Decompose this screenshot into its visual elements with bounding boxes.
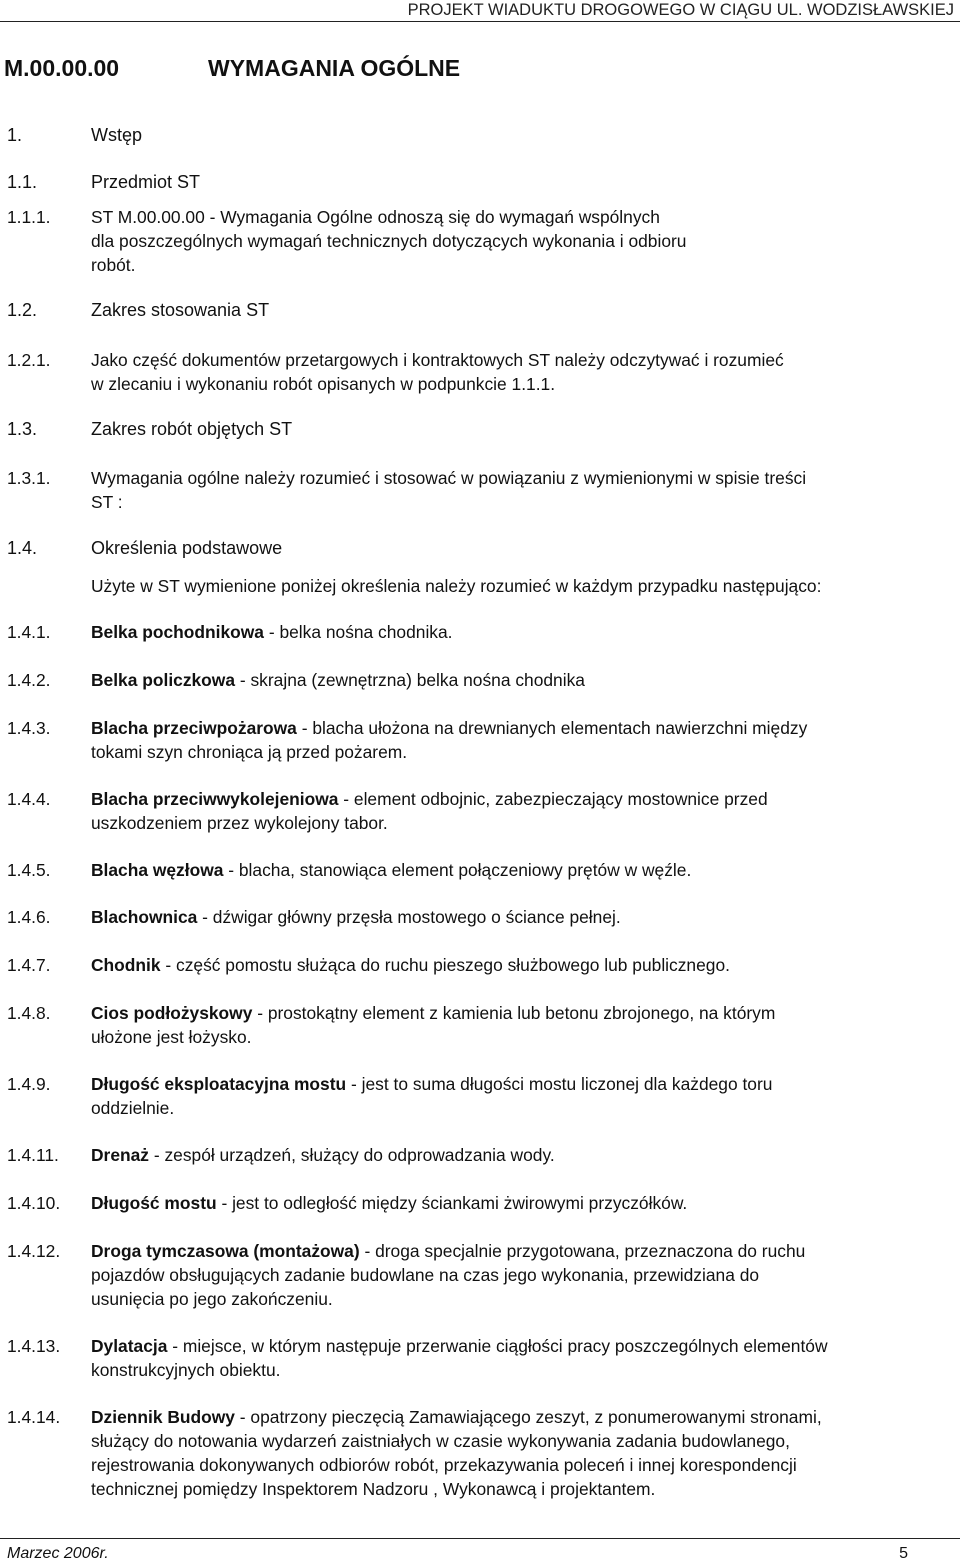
definition-item <box>7 1334 947 1382</box>
definition-line <box>91 858 946 882</box>
heading-1-3 <box>7 419 407 443</box>
definition-line <box>91 1191 946 1215</box>
definition-text: - jest to suma długości mostu liczonej dla każdego toru <box>346 1074 773 1094</box>
definition-line <box>91 1239 946 1263</box>
definition-term: Blacha przeciwwykolejeniowa <box>91 789 339 809</box>
header-title: PROJEKT WIADUKTU DROGOWEGO W CIĄGU UL. WODZISŁAWSKIEJ <box>407 1 954 19</box>
definition-text: - zespół urządzeń, służący do odprowadzania wody. <box>149 1145 555 1165</box>
heading-number: 1.4. <box>7 538 38 558</box>
paragraph-1-1-1 <box>7 205 947 277</box>
definition-text: - dźwigar główny przęsła mostowego o ściance pełnej. <box>197 907 621 927</box>
definition-number: 1.4.12. <box>7 1241 61 1261</box>
definition-term: Chodnik <box>91 955 161 975</box>
definition-term: Drenaż <box>91 1145 149 1165</box>
definition-text: - miejsce, w którym następuje przerwanie ciągłości pracy poszczególnych elementów <box>167 1336 828 1356</box>
definition-text: - droga specjalnie przygotowana, przeznaczona do ruchu <box>359 1241 806 1261</box>
definition-text: - część pomostu służąca do ruchu pieszego służbowego lub publicznego. <box>160 955 730 975</box>
definition-line <box>91 1334 946 1358</box>
definition-item <box>7 1072 947 1120</box>
definition-item <box>7 858 947 882</box>
definitions-intro <box>7 574 947 598</box>
definition-text: - opatrzony pieczęcią Zamawiającego zeszyt, z ponumerowanymi stronami, <box>234 1407 822 1427</box>
paragraph-number: 1.2.1. <box>7 350 51 370</box>
definition-term: Dylatacja <box>91 1336 168 1356</box>
page-number: 5 <box>899 1545 908 1562</box>
definition-line <box>91 905 946 929</box>
heading-number: 1.3. <box>7 419 38 439</box>
definition-text: - skrajna (zewnętrzna) belka nośna chodnika <box>235 670 585 690</box>
definition-number: 1.4.8. <box>7 1003 51 1023</box>
definition-number: 1.4.3. <box>7 718 51 738</box>
definition-term: Cios podłożyskowy <box>91 1003 253 1023</box>
paragraph-line: ST M.00.00.00 - Wymagania Ogólne odnoszą się do wymagań wspólnych <box>91 207 660 227</box>
definition-number: 1.4.7. <box>7 955 51 975</box>
definition-line <box>91 787 946 811</box>
definition-text: - jest to odległość między ściankami żwirowymi przyczółków. <box>216 1193 688 1213</box>
definition-item <box>7 1239 947 1311</box>
section-title <box>4 52 904 88</box>
footer-date: Marzec 2006r. <box>7 1545 109 1562</box>
definition-item <box>7 953 947 977</box>
definition-text: - element odbojnic, zabezpieczający mostownice przed <box>338 789 768 809</box>
definition-term: Blacha przeciwpożarowa <box>91 718 297 738</box>
heading-text: Zakres robót objętych ST <box>91 419 293 439</box>
definition-number: 1.4.6. <box>7 907 51 927</box>
definition-line: służący do notowania wydarzeń zaistniałych w czasie wykonywania zadania budowlanego, <box>91 1431 790 1451</box>
paragraph-1-3-1 <box>7 466 947 514</box>
page-footer <box>0 1538 960 1565</box>
heading-1-1 <box>7 172 407 196</box>
heading-text: Wstęp <box>91 125 143 145</box>
definition-text: - belka nośna chodnika. <box>263 622 453 642</box>
heading-text: Zakres stosowania ST <box>91 300 270 320</box>
definition-item <box>7 1143 947 1167</box>
heading-1 <box>7 125 407 149</box>
definition-line <box>91 716 946 740</box>
definition-line: technicznej pomiędzy Inspektorem Nadzoru , Wykonawcą i projektantem. <box>91 1479 656 1499</box>
definition-term: Długość mostu <box>91 1193 217 1213</box>
definition-line: usunięcia po jego zakończeniu. <box>91 1289 333 1309</box>
section-code: M.00.00.00 <box>4 55 120 81</box>
definition-term: Blacha węzłowa <box>91 860 224 880</box>
paragraph-line: robót. <box>91 255 136 275</box>
definition-line <box>91 1072 946 1096</box>
definition-line <box>91 953 946 977</box>
heading-number: 1. <box>7 125 23 145</box>
definition-item <box>7 716 947 764</box>
definition-term: Belka pochodnikowa <box>91 622 264 642</box>
definition-number: 1.4.13. <box>7 1336 61 1356</box>
definition-text: - blacha, stanowiąca element połączeniowy prętów w węźle. <box>223 860 692 880</box>
definition-term: Belka policzkowa <box>91 670 236 690</box>
definition-number: 1.4.1. <box>7 622 51 642</box>
definition-line: tokami szyn chroniąca ją przed pożarem. <box>91 742 408 762</box>
paragraph-line: w zlecaniu i wykonaniu robót opisanych w podpunkcie 1.1.1. <box>91 374 556 394</box>
definition-number: 1.4.9. <box>7 1074 51 1094</box>
definition-term: Blachownica <box>91 907 198 927</box>
definition-number: 1.4.5. <box>7 860 51 880</box>
definition-text: - prostokątny element z kamienia lub betonu zbrojonego, na którym <box>252 1003 776 1023</box>
paragraph-line: ST : <box>91 492 123 512</box>
definition-term: Droga tymczasowa (montażowa) <box>91 1241 360 1261</box>
definition-line <box>91 1001 946 1025</box>
definition-number: 1.4.11. <box>7 1145 59 1165</box>
definition-text: - blacha ułożona na drewnianych elementach nawierzchni między <box>296 718 808 738</box>
definition-number: 1.4.14. <box>7 1407 61 1427</box>
section-name: WYMAGANIA OGÓLNE <box>208 55 461 81</box>
definition-item <box>7 1405 947 1501</box>
heading-number: 1.1. <box>7 172 38 192</box>
footer-rule <box>0 1538 960 1539</box>
definition-item <box>7 1191 947 1215</box>
definition-line: pojazdów obsługujących zadanie budowlane na czas jego wykonania, przewidziana do <box>91 1265 760 1285</box>
definition-line: rejestrowania dokonywanych odbiorów robót, przekazywania poleceń i innej korespondencji <box>91 1455 797 1475</box>
heading-number: 1.2. <box>7 300 38 320</box>
definition-line: konstrukcyjnych obiektu. <box>91 1360 281 1380</box>
paragraph-line: Jako część dokumentów przetargowych i kontraktowych ST należy odczytywać i rozumieć <box>91 350 784 370</box>
page-header <box>0 0 960 22</box>
paragraph-line: Wymagania ogólne należy rozumieć i stosować w powiązaniu z wymienionymi w spisie treści <box>91 468 807 488</box>
definition-line: uszkodzeniem przez wykolejony tabor. <box>91 813 388 833</box>
header-rule <box>0 21 960 22</box>
heading-text: Określenia podstawowe <box>91 538 283 558</box>
paragraph-line: dla poszczególnych wymagań technicznych dotyczących wykonania i odbioru <box>91 231 687 251</box>
heading-1-2 <box>7 300 407 324</box>
definition-item <box>7 1001 947 1049</box>
definition-item <box>7 620 947 644</box>
definition-item <box>7 787 947 835</box>
definition-item <box>7 905 947 929</box>
definition-line <box>91 1143 946 1167</box>
definition-line <box>91 1405 946 1429</box>
definition-item <box>7 668 947 692</box>
definition-line <box>91 668 946 692</box>
paragraph-1-2-1 <box>7 348 947 396</box>
paragraph-number: 1.1.1. <box>7 207 51 227</box>
definition-number: 1.4.2. <box>7 670 51 690</box>
definition-line: oddzielnie. <box>91 1098 175 1118</box>
heading-text: Przedmiot ST <box>91 172 201 192</box>
paragraph-number: 1.3.1. <box>7 468 51 488</box>
heading-1-4 <box>7 538 407 562</box>
definition-term: Dziennik Budowy <box>91 1407 235 1427</box>
definition-line <box>91 620 946 644</box>
definition-number: 1.4.10. <box>7 1193 61 1213</box>
definition-term: Długość eksploatacyjna mostu <box>91 1074 347 1094</box>
definition-number: 1.4.4. <box>7 789 51 809</box>
definition-line: ułożone jest łożysko. <box>91 1027 252 1047</box>
paragraph-line: Użyte w ST wymienione poniżej określenia należy rozumieć w każdym przypadku następująco: <box>91 576 822 596</box>
